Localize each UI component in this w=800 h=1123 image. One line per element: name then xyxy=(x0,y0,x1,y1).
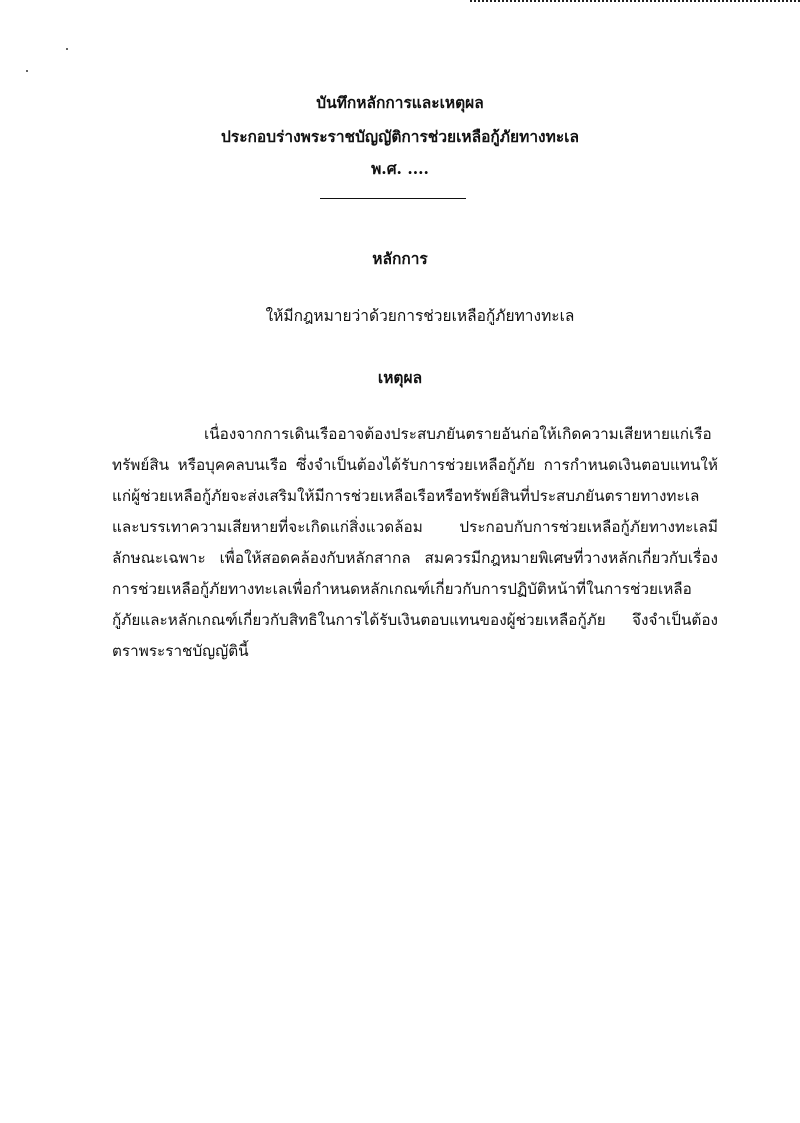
document-year: พ.ศ. .... xyxy=(371,159,429,178)
scan-speck xyxy=(26,70,28,72)
reason-heading: เหตุผล xyxy=(377,368,423,387)
reason-paragraph: เนื่องจากการเดินเรืออาจต้องประสบภยันตรายอันก่อให้เกิดความเสียหายแก่เรือ ทรัพย์สิน หรือบุคคลบนเรือ ซึ่งจำเป็นต้องได้รับการช่วยเหลือกู้ภัย การกำหนดเงินตอบแทนให้แก่ผู้ช่วยเหลือกู้ภัยจะส่งเสริมให้มีการช่วยเหลือเรือหรือทรัพย์สินที่ประสบภยันตรายทางทะเล และบรรเทาความเสียหายที่จะเกิดแก่สิ่งแวดล้อม ประกอบกับการช่วยเหลือกู้ภัยทางทะเลมีลักษณะเฉพาะ เพื่อให้สอดคล้องกับหลักสากล สมควรมีกฎหมายพิเศษที่วางหลักเกี่ยวกับเรื่องการช่วยเหลือกู้ภัยทางทะเลเพื่อกำหนดหลักเกณฑ์เกี่ยวกับการปฏิบัติหน้าที่ในการช่วยเหลือกู้ภัยและหลักเกณฑ์เกี่ยวกับสิทธิในการได้รับเงินตอบแทนของผู้ช่วยเหลือกู้ภัย จึงจำเป็นต้องตราพระราชบัญญัตินี้ xyxy=(112,425,718,660)
principle-text: ให้มีกฎหมายว่าด้วยการช่วยเหลือกู้ภัยทางทะเล xyxy=(265,307,575,325)
document-title: บันทึกหลักการและเหตุผล xyxy=(316,93,484,112)
principle-heading: หลักการ xyxy=(372,249,428,268)
document-subtitle: ประกอบร่างพระราชบัญญัติการช่วยเหลือกู้ภัยทางทะเล xyxy=(221,127,579,146)
scan-edge-mark xyxy=(470,0,800,5)
title-divider xyxy=(320,198,466,199)
scan-speck xyxy=(66,48,68,50)
